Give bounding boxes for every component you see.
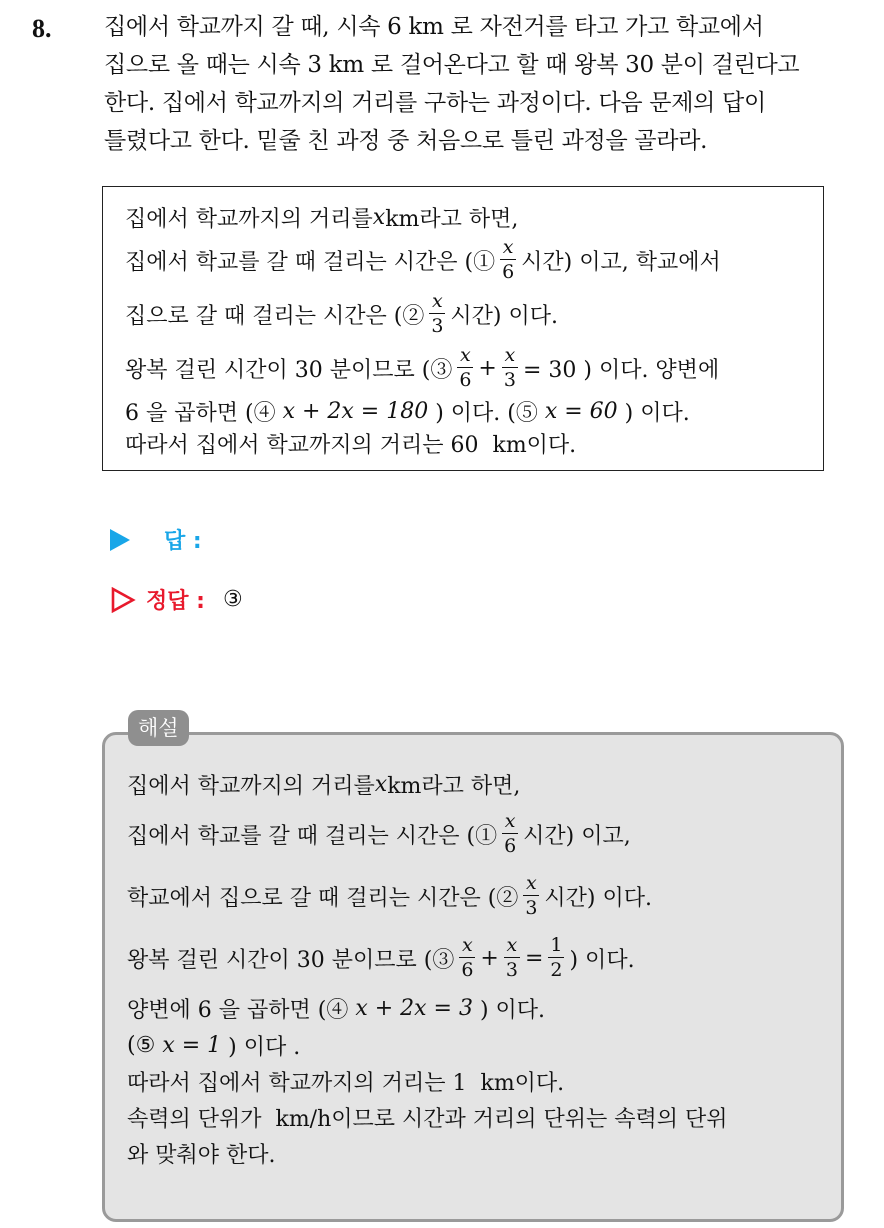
text: ) 이다.: [472, 997, 546, 1023]
answer-label: 답 :: [164, 529, 202, 554]
text: (⑤: [127, 1032, 163, 1058]
numerator: x: [526, 872, 537, 894]
plus-sign: +: [480, 945, 499, 971]
equation: x + 2x = 3: [355, 995, 473, 1021]
denominator: 3: [505, 959, 518, 981]
text: 따라서 집에서 학교까지의 거리는 60 km이다.: [125, 432, 577, 458]
text: 집에서 학교까지의 거리를: [127, 773, 375, 799]
numerator: x: [506, 934, 518, 956]
fraction: [523, 874, 539, 918]
plus-sign: +: [478, 355, 497, 381]
denominator: 2: [550, 959, 563, 981]
correct-answer-value: ③: [222, 587, 243, 612]
explanation-line-6: [127, 1027, 841, 1063]
denominator: 6: [504, 835, 517, 857]
text: 시간) 이고,: [523, 823, 631, 849]
solution-line-2: [125, 233, 823, 287]
explanation-tag: 해설: [128, 710, 189, 746]
text: 집에서 학교까지의 거리를: [125, 206, 373, 232]
outline-triangle-icon: [110, 587, 136, 613]
explanation-line-9: [127, 1135, 841, 1171]
text: 와 맞춰야 한다.: [127, 1142, 276, 1168]
text: km라고 하면,: [385, 206, 519, 232]
question-line: 한다. 집에서 학교까지의 거리를 구하는 과정이다. 다음 문제의 답이: [104, 90, 766, 116]
text: 집으로 갈 때 걸리는 시간은 (②: [125, 303, 425, 329]
text: km라고 하면,: [387, 773, 521, 799]
text: 양변에 6 을 곱하면 (④: [127, 997, 356, 1023]
explanation-line-3: [127, 865, 841, 927]
text: 학교에서 집으로 갈 때 걸리는 시간은 (②: [127, 885, 519, 911]
solution-line-6: [125, 427, 823, 459]
numerator: 1: [550, 934, 563, 956]
numerator: x: [502, 236, 514, 258]
fraction: [504, 936, 520, 980]
text: 따라서 집에서 학교까지의 거리는 1 km이다.: [127, 1070, 565, 1096]
fraction: [502, 346, 518, 390]
correct-answer-label: 정답 :: [146, 589, 205, 614]
explanation-line-2: [127, 803, 841, 865]
explanation-line-5: [127, 989, 841, 1027]
solution-line-4: [125, 341, 823, 395]
numerator: x: [504, 810, 516, 832]
question-line: 집에서 학교까지 갈 때, 시속 6 km 로 자전거를 타고 가고 학교에서: [104, 14, 764, 40]
explanation-line-1: [127, 765, 841, 803]
numerator: x: [460, 344, 471, 366]
denominator: 3: [431, 315, 444, 337]
play-triangle-icon: [110, 529, 130, 551]
solution-line-3: [125, 287, 823, 341]
text: 시간) 이다.: [450, 303, 558, 329]
denominator: 6: [502, 261, 515, 283]
fraction: [502, 812, 518, 856]
numerator: x: [432, 290, 443, 312]
text: 시간) 이다.: [544, 885, 652, 911]
explanation-line-7: [127, 1063, 841, 1099]
text: 왕복 걸린 시간이 30 분이므로 (③: [127, 947, 455, 973]
variable: x: [372, 204, 386, 230]
question-line: 틀렸다고 한다. 밑줄 친 과정 중 처음으로 틀린 과정을 골라라.: [104, 128, 708, 154]
variable: x: [374, 771, 388, 797]
text: = 30 ) 이다. 양변에: [522, 357, 720, 383]
numerator: x: [462, 934, 473, 956]
text: ) 이다. (⑤: [428, 400, 545, 426]
text: 집에서 학교를 갈 때 걸리는 시간은 (①: [127, 823, 498, 849]
equation: x = 60: [544, 398, 618, 424]
fraction: [500, 238, 516, 282]
text: 집에서 학교를 갈 때 걸리는 시간은 (①: [125, 249, 496, 275]
solution-line-5: [125, 395, 823, 427]
text: ) 이다 .: [221, 1034, 301, 1060]
question-number: 8.: [32, 14, 52, 43]
text: 왕복 걸린 시간이 30 분이므로 (③: [125, 357, 453, 383]
text: 6 을 곱하면 (④: [125, 400, 283, 426]
text: 속력의 단위가 km/h이므로 시간과 거리의 단위는 속력의 단위: [127, 1106, 728, 1132]
fraction: [459, 936, 475, 980]
solution-box: [102, 186, 824, 471]
fraction: [457, 346, 473, 390]
text: ) 이다.: [569, 947, 635, 973]
denominator: 3: [503, 369, 516, 391]
explanation-box: [102, 732, 844, 1222]
text: 시간) 이고, 학교에서: [521, 249, 721, 275]
explanation-line-8: [127, 1099, 841, 1135]
equals-sign: =: [524, 945, 544, 971]
equation: x + 2x = 180: [282, 398, 429, 424]
numerator: x: [504, 344, 516, 366]
question-line: 집으로 올 때는 시속 3 km 로 걸어온다고 할 때 왕복 30 분이 걸린다고: [104, 52, 800, 78]
denominator: 6: [461, 959, 474, 981]
text: ) 이다.: [617, 400, 690, 426]
question-text: [104, 8, 866, 160]
answer-row: [110, 524, 202, 555]
solution-line-1: [125, 201, 823, 233]
correct-answer-row: [110, 584, 243, 615]
equation: x = 1: [162, 1032, 222, 1058]
explanation-line-4: [127, 927, 841, 989]
fraction: [429, 292, 445, 336]
denominator: 3: [525, 897, 538, 919]
fraction: [548, 936, 564, 980]
denominator: 6: [459, 369, 472, 391]
